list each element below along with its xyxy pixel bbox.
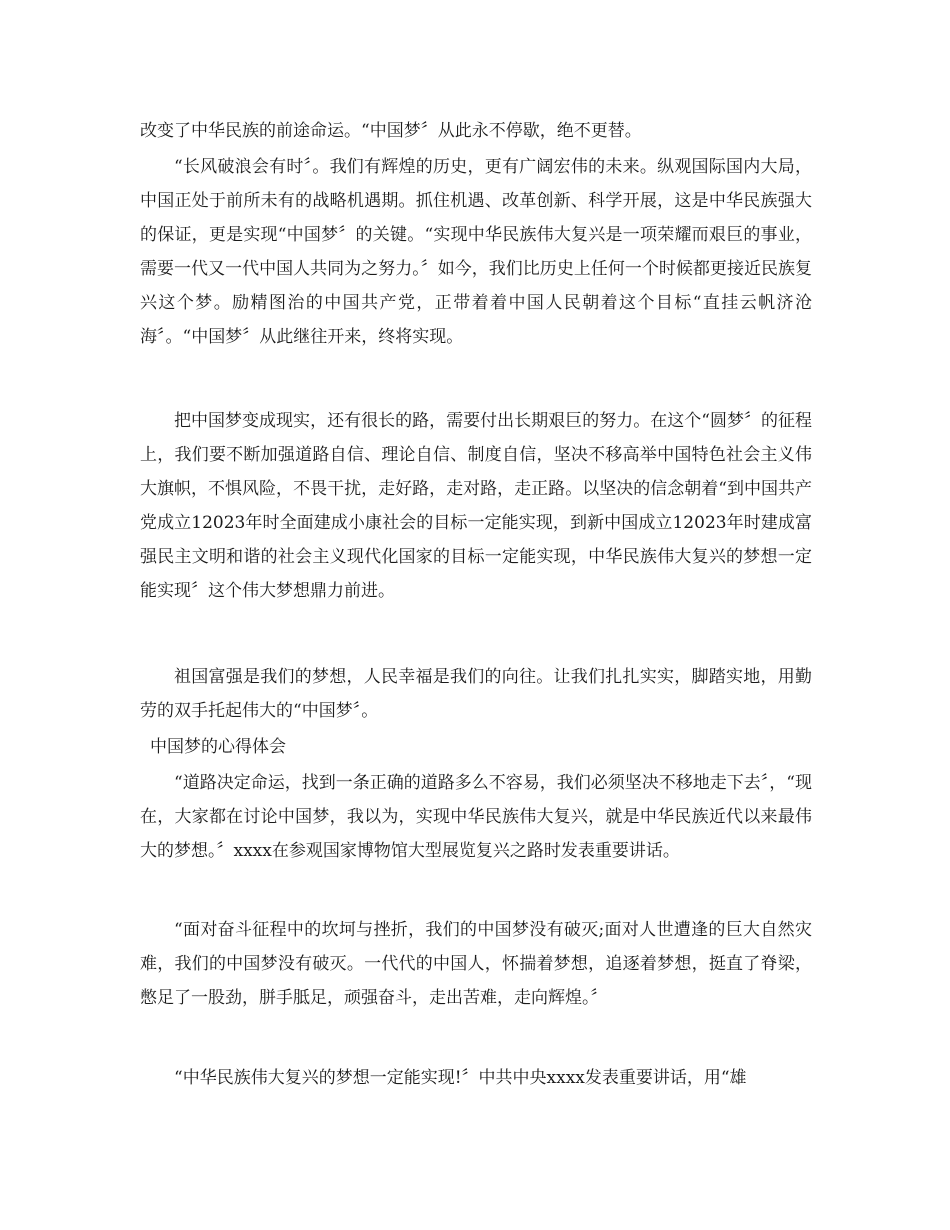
paragraph-1: 改变了中华民族的前途命运。“中国梦〞从此永不停歇，绝不更替。 [140,121,642,141]
section-heading: 中国梦的心得体会 [150,737,286,757]
paragraph-6: “面对奋斗征程中的坎坷与挫折，我们的中国梦没有破灭;面对人世遭逢的巨大自然灾难，我们的中国梦没有破灭。一代代的中国人，怀揣着梦想，追逐着梦想，挺直了脊梁，憋足了一股劲，胼手胝足，顽强奋斗，走出苦难，走向辉煌。〞 [140,920,812,1008]
paragraph-5: “道路决定命运，找到一条正确的道路多么不容易，我们必须坚决不移地走下去〞，“现在，大家都在讨论中国梦，我以为，实现中华民族伟大复兴，就是中华民族近代以来最伟大的梦想。〞xxxx在参观国家博物馆大型展览复兴之路时发表重要讲话。 [140,773,812,861]
paragraph-3: 把中国梦变成现实，还有很长的路，需要付出长期艰巨的努力。在这个“圆梦〞的征程上，我们要不断加强道路自信、理论自信、制度自信，坚决不移高举中国特色社会主义伟大旗帜，不惧风险，不畏干扰，走好路，走对路，走正路。以坚决的信念朝着“到中国共产党成立12023年时全面建成小康社会的目标一定能实现，到新中国成立12023年时建成富强民主文明和谐的社会主义现代化国家的目标一定能实现，中华民族伟大复兴的梦想一定能实现〞这个伟大梦想鼎力前进。 [140,411,812,601]
paragraph-2: “长风破浪会有时〞。我们有辉煌的历史，更有广阔宏伟的未来。纵观国际国内大局，中国正处于前所未有的战略机遇期。抓住机遇、改革创新、科学开展，这是中华民族强大的保证，更是实现“中国梦〞的关键。“实现中华民族伟大复兴是一项荣耀而艰巨的事业，需要一代又一代中国人共同为之努力。〞如今，我们比历史上任何一个时候都更接近民族复兴这个梦。励精图治的中国共产党，正带着着中国人民朝着这个目标“直挂云帆济沧海〞。“中国梦〞从此继往开来，终将实现。 [140,157,812,347]
paragraph-7: “中华民族伟大复兴的梦想一定能实现!〞中共中央xxxx发表重要讲话，用“雄 [174,1068,747,1088]
paragraph-4: 祖国富强是我们的梦想，人民幸福是我们的向往。让我们扎扎实实，脚踏实地，用勤劳的双手托起伟大的“中国梦〞。 [140,667,812,721]
